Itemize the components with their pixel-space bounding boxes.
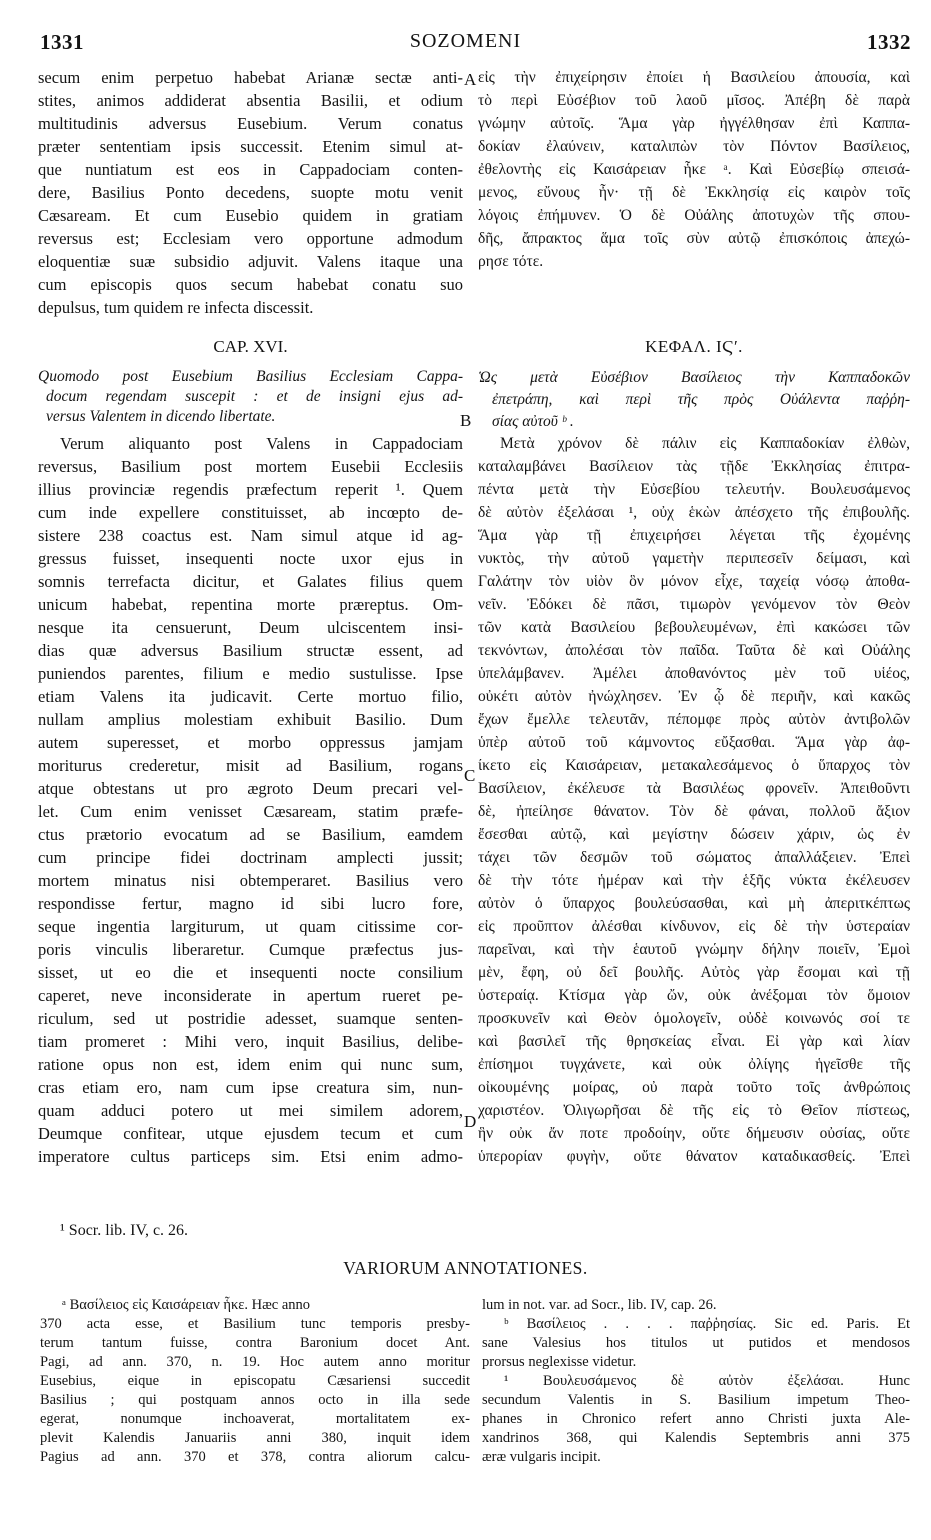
latin-body-line: atque obtestans ut pro ægroto Deum precari vel-: [38, 779, 463, 798]
greek-intro-line: ρησε τότε.: [478, 253, 544, 270]
footnote: ¹ Socr. lib. IV, c. 26.: [60, 1222, 189, 1239]
greek-body: [478, 432, 910, 1168]
greek-body-line: καταλαμβάνει Βασίλειον τὰς τῇδε Ἐκκλησίας ἐπιτρα-: [478, 458, 910, 475]
latin-intro-line: cum episcopis quos secum habebat conatu suo: [38, 275, 463, 294]
latin-body-line: nesque ita censuerunt, Deum ulciscentem insi-: [38, 618, 463, 637]
annotation-line: phanes in Chronico refert anno Christi juxta Ale-: [482, 1411, 910, 1427]
annotation-line: sane Valesius hos titulos ut putidos et mendosos: [482, 1335, 910, 1351]
greek-body-line: τεκνόντων, ἀπολέσαι τὸν παῖδα. Ταῦτα δὲ καὶ Οὐάλης: [478, 642, 910, 659]
greek-chapter-summary-line: ἐπετράπη, καὶ περὶ τῆς πρὸς Οὐάλεντα παῤῥη-: [492, 391, 910, 408]
latin-body-line: let. Cum enim venisset Cæsaream, statim præfe-: [38, 802, 463, 821]
annotation-line: xandrinos 368, qui Kalendis Septembris anni 375: [482, 1430, 910, 1446]
latin-body-line: mortem minatus nisi obtemperaret. Basilius vero: [38, 871, 463, 890]
greek-body-line: νεῖν. Ἐδόκει δὲ πᾶσι, τιμωρὸν γενόμενον τὸν Θεὸν: [478, 596, 910, 613]
latin-body-line: cum inde expellere constituisset, ab incœpto de-: [38, 503, 463, 522]
greek-chapter-summary-line: σίας αὐτοῦ ᵇ .: [492, 413, 574, 430]
greek-body-line: ὑστεραίᾳ. Κτίσμα γὰρ ὤν, οὐκ ἀνέξομαι τὸν ὅμοιον: [478, 987, 910, 1004]
latin-intro-line: secum enim perpetuo habebat Arianæ sectæ anti-: [38, 68, 463, 87]
greek-body-line: ὑπερορίαν φυγὴν, οὔτε θάνατον καταδικασθείς. Ἐπεὶ: [478, 1148, 910, 1165]
latin-body-line: dias quæ adversus Basilium structæ essent, ad: [38, 641, 463, 660]
annotation-line: ¹ Βουλευσάμενος δὲ αὐτὸν ἐξελάσαι. Hunc: [504, 1373, 910, 1389]
latin-chapter-summary-line: versus Valentem in dicendo libertate.: [46, 408, 276, 425]
latin-intro-line: præter sententiam ipsis successit. Etenim simul at-: [38, 137, 463, 156]
annotation-line: ᵃ Βασίλειος εἰς Καισάρειαν ἧκε. Hæc anno: [62, 1297, 311, 1313]
margin-marker-d: D: [464, 1112, 477, 1131]
greek-intro-line: δῆς, ἄπρακτος ἅμα τοῖς σὺν αὐτῷ ἐπισκόποις ἀπεχώ-: [478, 230, 910, 247]
greek-body-line: ἣν οὐκ ἄν ποτε προδοίην, οὔτε δήμευσιν οὐσίας, οὔτε: [478, 1125, 910, 1142]
greek-body-line: Γαλάτην τὸν υἱὸν ὃν μόνον εἶχε, ταχείᾳ νόσῳ ἀποθα-: [478, 573, 910, 590]
greek-body-line: ἐπίσημοι τυγχάνετε, καὶ οὐκ ὀλίγης ἡγεῖσθε τῆς: [478, 1056, 910, 1073]
latin-chapter-heading: CAP. XVI.: [213, 337, 288, 356]
annotation-line: egerat, nonumque inchoaverat, mortalitatem ex-: [40, 1411, 470, 1427]
greek-body-line: Βασίλειον, ἐκέλευσε τὰ Βασιλέως φρονεῖν. Ἀπειθοῦντι: [478, 780, 910, 797]
annotation-line: ᵇ Βασίλειος . . . . παῤῥησίας. Sic ed. Paris. Et: [504, 1316, 910, 1332]
greek-body-line: αὐτὸν ὁ ὕπαρχος βουλεύσασθαι, καὶ μὴ ἀπεριτκέπτως: [478, 895, 910, 912]
latin-intro-line: eloquentiæ suæ subsidio adjuvit. Valens itaque una: [38, 252, 463, 271]
greek-body-line: τῶν κατὰ Βασιλείου βεβουλευμένων, ἐπὶ κακώσει τῶν: [478, 619, 910, 636]
greek-intro-line: ἐθελοντὴς εἰς Καισάρειαν ἧκε ᵃ. Καὶ Εὐσεβίῳ σπεισά-: [478, 161, 910, 178]
latin-body-line: ratione opus non est, idem enim qui nunc sum,: [38, 1055, 463, 1074]
greek-body-line: εἰς προῦπτον ἀλέσθαι κίνδυνον, εἰς δὲ τὴν ὑστεραίαν: [478, 918, 910, 935]
greek-body-line: ὑπελάμβανεν. Ἀμέλει ἀποθανόντος μὲν τοῦ υἱέος,: [478, 665, 910, 682]
greek-body-line: ὑπὲρ αὐτοῦ τοῦ κάμνοντος εὔξασθαι. Ἅμα γὰρ ἀφ-: [478, 734, 910, 751]
latin-intro-line: Cæsaream. Et cum Eusebio quidem in gratiam: [38, 206, 463, 225]
latin-intro-line: stites, animos addiderat absentia Basilii, et odium: [38, 91, 463, 110]
latin-body-line: imperatore cultus particeps sim. Etsi enim admo-: [38, 1147, 463, 1166]
latin-body-line: reversus, Basilium post mortem Eusebii Ecclesiis: [38, 457, 463, 476]
running-title: SOZOMENI: [409, 30, 522, 52]
greek-body-line: νυκτὸς, τὴν αὐτοῦ γαμετὴν περιπεσεῖν δείμασι, καὶ: [478, 550, 910, 567]
greek-intro-line: γνώμην αὐτοῖς. Ἅμα γὰρ ἠγγέλθησαν ἐπὶ Καππα-: [478, 115, 910, 132]
latin-intro-line: depulsus, tum quidem re infecta discessit.: [38, 298, 314, 317]
greek-body-line: Μετὰ χρόνον δὲ πάλιν εἰς Καππαδοκίαν ἐλθὼν,: [500, 435, 910, 452]
annotation-line: 370 acta esse, et Basilium tunc temporis presby-: [40, 1316, 470, 1332]
latin-body-line: Deumque confitear, utque ejusdem tecum et cum: [38, 1124, 463, 1143]
margin-marker-b: B: [460, 411, 472, 430]
greek-intro-line: δοκίαν ἐλαύνειν, καταλιπὼν τὸν Πόντον Βασίλειος,: [478, 138, 910, 155]
greek-chapter-head: [478, 327, 910, 433]
greek-body-line: καὶ βασιλεῖ τῆς θρησκείας εἶναι. Εἰ γὰρ καὶ λίαν: [478, 1033, 910, 1050]
greek-body-line: ἔσεσθαι αὐτῷ, καὶ μεγίστην δώσειν χάριν, ὡς ἐν: [478, 826, 910, 843]
latin-body-line: ctus prætorio evocatum ad se Basilium, eamdem: [38, 825, 463, 844]
greek-body-line: ίκετο εἰς Καισάρειαν, μετακαλεσάμενος ὁ ὕπαρχος τὸν: [478, 757, 910, 774]
greek-chapter-summary-line: Ὡς μετὰ Εὐσέβιον Βασίλειος τὴν Καππαδοκῶν: [478, 369, 910, 386]
latin-body-line: poris vinculis liberaretur. Cumque præfectus jus-: [38, 940, 463, 959]
greek-intro-line: λόγοις ἐπήμυνεν. Ὁ δὲ Οὐάλης ἀποτυχὼν τῆς σπου-: [478, 207, 910, 224]
latin-body-line: moriturus crederetur, misit ad Basilium, rogans: [38, 756, 463, 775]
greek-chapter-heading: ΚΕΦΑΛ. ΙϚʹ.: [645, 337, 743, 356]
greek-intro: [478, 66, 910, 273]
greek-body-line: δὲ, ἠπείλησε θάνατον. Τὸν δὲ φάναι, πολλοῦ ἄξιον: [478, 803, 910, 820]
latin-body-line: cum principe fidei doctrinam amplecti jussit;: [38, 848, 463, 867]
greek-body-line: Ἅμα γὰρ τῇ ἐπιχειρήσει λέγεται τῆς ἐχομένης: [478, 527, 910, 544]
latin-body: [38, 432, 463, 1168]
greek-body-line: δὲ αὐτὸν ἐξελάσαι ¹, οὐχ ἑκὼν ἀπέσχετο τῆς ἐπιβουλῆς.: [478, 504, 910, 521]
greek-intro-line: μενος, εὔνους ἦν· τῇ δὲ Ἐκκλησίᾳ εἰς καιρὸν τοῖς: [478, 184, 910, 201]
latin-chapter-summary-line: Quomodo post Eusebium Basilius Ecclesiam Cappa-: [38, 368, 463, 385]
latin-body-line: tiam promeret : Mihi vero, inquit Basilius, delibe-: [38, 1032, 463, 1051]
right-page-number: 1332: [867, 30, 911, 54]
latin-body-line: autem superesset, et morbo oppressus jamjam: [38, 733, 463, 752]
annotation-line: plevit Kalendis Januariis anni 380, inquit idem: [40, 1430, 470, 1446]
latin-body-line: cras etiam ero, nam cum ipse creatura sim, nun-: [38, 1078, 463, 1097]
annotations-left: [40, 1296, 470, 1467]
annotation-line: prorsus neglexisse videtur.: [482, 1354, 637, 1370]
greek-body-line: οἰκουμένης μοίρας, οὐ παρὰ τοῦτο τοῖς ἀνθρώποις: [478, 1079, 910, 1096]
annotations-right: [482, 1296, 910, 1467]
annotation-line: Eusebius, eique in episcopatu Cæsariensi succedit: [40, 1373, 470, 1389]
latin-body-line: riculum, sed ut postridie adesset, suamque senten-: [38, 1009, 463, 1028]
annotation-line: secundum Valentis in S. Basilium impetum Theo-: [482, 1392, 910, 1408]
latin-body-line: Verum aliquanto post Valens in Cappadociam: [60, 434, 463, 453]
latin-body-line: puniendos parentes, filium e medio sustulisse. Ipse: [38, 664, 463, 683]
latin-body-line: caperet, neve inconsiderate in apertum rueret pe-: [38, 986, 463, 1005]
latin-intro-line: reversus est; Ecclesiam vero opportune admodum: [38, 229, 463, 248]
latin-chapter-head: [38, 327, 463, 427]
latin-body-line: illius provinciæ regendis præfectum reperit ¹. Quem: [38, 480, 463, 499]
latin-body-line: sisset, ut eo die et insequenti nocte consilium: [38, 963, 463, 982]
annotations-title: VARIORUM ANNOTATIONES.: [343, 1258, 588, 1278]
latin-body-line: unicum habebat, repentina morte præreptus. Om-: [38, 595, 463, 614]
latin-intro: [38, 66, 463, 319]
greek-body-line: οὐκέτι αὐτὸν ἠνώχλησεν. Ἐν ᾧ δὲ περιῆν, καὶ κακῶς: [478, 688, 910, 705]
greek-body-line: μὲν, ἔφη, οὐ δεῖ βουλῆς. Αὐτὸς γὰρ ἔσομαι καὶ τῇ: [478, 964, 910, 981]
greek-body-line: δὲ τὴν τότε ἡμέραν καὶ τὴν ἑξῆς νύκτα ἐκέλευσεν: [478, 872, 910, 889]
latin-body-line: quam adduci potero ut mei similem adorem,: [38, 1101, 463, 1120]
latin-body-line: etiam Valens ita judicavit. Certe mortuo filio,: [38, 687, 463, 706]
greek-intro-line: εἰς τὴν ἐπιχείρησιν ἐποίει ἡ Βασιλείου ἀπουσία, καὶ: [478, 69, 910, 86]
latin-body-line: seque ingentia largiturum, ut quam citissime cor-: [38, 917, 463, 936]
latin-body-line: respondisse fertur, magno id sibi lucro fore,: [38, 894, 463, 913]
greek-body-line: χαριστέον. Ὀλιγωρῆσαι δὲ τῆς εἰς τὸ Θεῖον πίστεως,: [478, 1102, 910, 1119]
latin-intro-line: multitudinis adversus Eusebium. Verum conatus: [38, 114, 463, 133]
greek-body-line: ἔχων ἔμελλε τελευτᾶν, πέπομφε πρὸς αὐτὸν ἀντιβολῶν: [478, 711, 910, 728]
latin-body-line: somnis terrefacta dicitur, et Galates filius quem: [38, 572, 463, 591]
annotation-line: Pagius ad ann. 370 et 378, contra aliorum calcu-: [40, 1449, 470, 1465]
annotation-line: terum tantum fuisse, contra Baronium docet Ant.: [40, 1335, 470, 1351]
greek-body-line: τάχει τῶν δεσμῶν τοῦ σώματος ἀπαλλάξειεν. Ἐπεὶ: [478, 849, 910, 866]
latin-body-line: sistere 238 coactus est. Nam simul atque id ag-: [38, 526, 463, 545]
annotation-line: lum in not. var. ad Socr., lib. IV, cap. 26.: [482, 1297, 717, 1313]
greek-intro-line: τὸ περὶ Εὐσέβιον τοῦ λαοῦ μῖσος. Ἀπέβη δὲ παρὰ: [478, 92, 910, 109]
latin-body-line: nullam amplius molestiam exhibuit Basilio. Dum: [38, 710, 463, 729]
margin-marker-c: C: [464, 766, 476, 785]
margin-marker-a: A: [464, 70, 477, 89]
annotation-line: Basilius ; qui postquam annos octo in illa sede: [40, 1392, 470, 1408]
latin-body-line: gressus fuisset, insequenti nocte uxor ejus in: [38, 549, 463, 568]
annotation-line: æræ vulgaris incipit.: [482, 1449, 601, 1465]
annotation-line: Pagi, ad ann. 370, n. 19. Hoc autem anno moritur: [40, 1354, 470, 1370]
latin-intro-line: dere, Basilius Ponto decedens, suopte motu venit: [38, 183, 463, 202]
greek-body-line: παρεῖναι, καὶ τὴν ἑαυτοῦ γνώμην δήλην ποιεῖν, Ἐμοὶ: [478, 941, 910, 958]
greek-body-line: πέντα μετὰ τὴν Εὐσεβίου τελευτήν. Βουλευσάμενος: [478, 481, 910, 498]
latin-intro-line: que nuntiatum est eos in Cappadociam conten-: [38, 160, 463, 179]
left-page-number: 1331: [40, 30, 84, 54]
greek-body-line: προσκυνεῖν καὶ Θεὸν ὁμολογεῖν, οὐδὲ κοινωνός σοί τε: [478, 1010, 910, 1027]
latin-chapter-summary-line: docum regendam suscepit : et de insigni ejus ad-: [46, 388, 463, 405]
